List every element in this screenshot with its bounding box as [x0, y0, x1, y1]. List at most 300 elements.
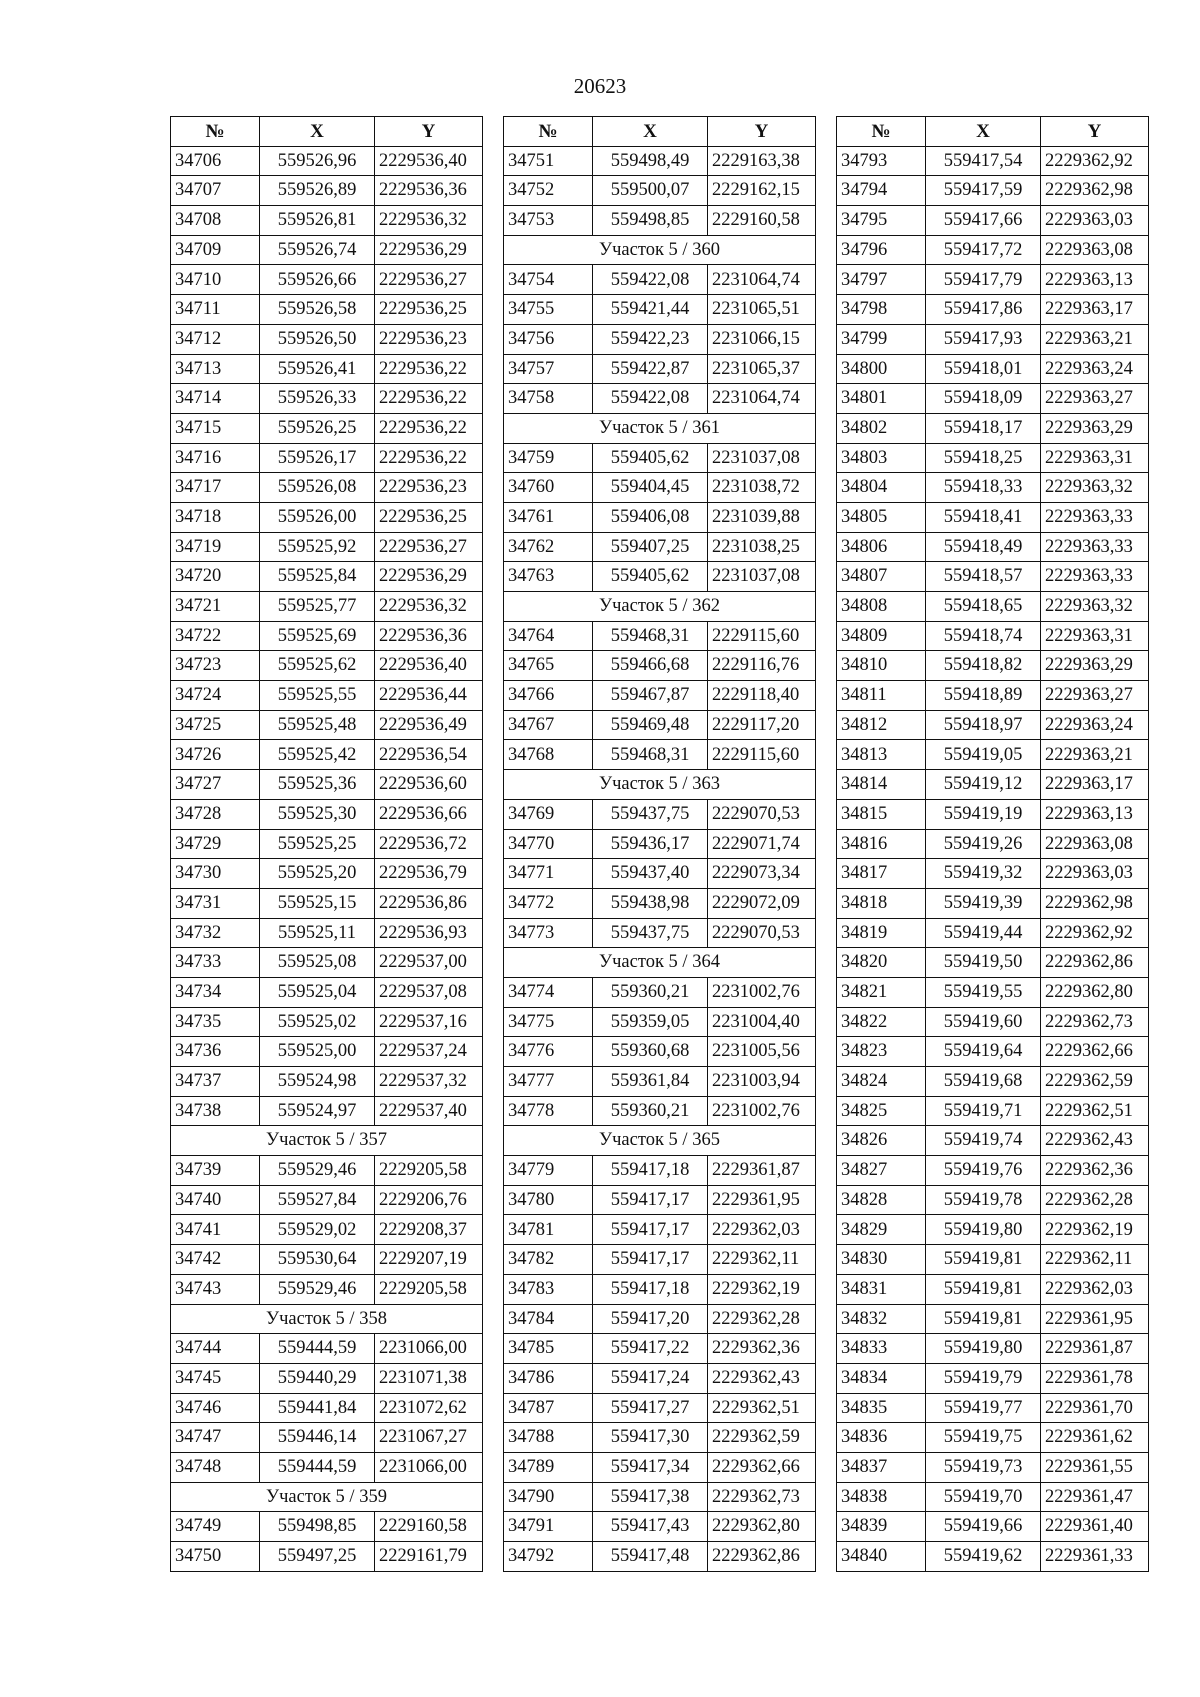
x-coordinate-cell: 559437,75 — [593, 799, 708, 829]
y-coordinate-cell: 2229163,38 — [708, 146, 816, 176]
point-number-cell: 34784 — [504, 1304, 593, 1334]
y-coordinate-cell: 2229363,13 — [1041, 265, 1149, 295]
table-row — [504, 384, 816, 414]
table-row — [837, 1363, 1149, 1393]
x-coordinate-cell: 559419,79 — [926, 1363, 1041, 1393]
point-number-cell: 34714 — [171, 384, 260, 414]
y-coordinate-cell: 2229536,22 — [375, 354, 483, 384]
table-row — [837, 621, 1149, 651]
point-number-cell: 34811 — [837, 681, 926, 711]
point-number-cell: 34751 — [504, 146, 593, 176]
table-row — [504, 1304, 816, 1334]
x-coordinate-cell: 559436,17 — [593, 829, 708, 859]
x-coordinate-cell: 559525,20 — [260, 859, 375, 889]
table-row — [837, 562, 1149, 592]
page-number: 20623 — [573, 74, 627, 98]
table-row — [504, 1393, 816, 1423]
table-row — [171, 235, 483, 265]
table-row — [504, 443, 816, 473]
x-coordinate-cell: 559419,81 — [926, 1304, 1041, 1334]
x-coordinate-cell: 559419,81 — [926, 1245, 1041, 1275]
table-row — [837, 859, 1149, 889]
point-number-cell: 34809 — [837, 621, 926, 651]
y-coordinate-cell: 2229536,40 — [375, 651, 483, 681]
y-coordinate-cell: 2229362,03 — [708, 1215, 816, 1245]
x-coordinate-cell: 559417,43 — [593, 1512, 708, 1542]
table-row — [504, 799, 816, 829]
y-coordinate-cell: 2231066,15 — [708, 324, 816, 354]
x-coordinate-cell: 559419,70 — [926, 1482, 1041, 1512]
x-coordinate-cell: 559525,55 — [260, 681, 375, 711]
point-number-cell: 34770 — [504, 829, 593, 859]
y-coordinate-cell: 2229536,49 — [375, 710, 483, 740]
x-coordinate-cell: 559525,42 — [260, 740, 375, 770]
x-coordinate-cell: 559361,84 — [593, 1067, 708, 1097]
table-row — [837, 977, 1149, 1007]
x-coordinate-cell: 559419,75 — [926, 1423, 1041, 1453]
y-coordinate-cell: 2229362,59 — [708, 1423, 816, 1453]
table-row — [504, 1274, 816, 1304]
point-number-cell: 34808 — [837, 592, 926, 622]
x-coordinate-cell: 559406,08 — [593, 502, 708, 532]
table-row — [504, 681, 816, 711]
table-row — [504, 1363, 816, 1393]
x-coordinate-cell: 559422,08 — [593, 384, 708, 414]
point-number-cell: 34726 — [171, 740, 260, 770]
table-row — [837, 413, 1149, 443]
table-row — [504, 977, 816, 1007]
x-coordinate-cell: 559417,59 — [926, 176, 1041, 206]
y-coordinate-cell: 2229207,19 — [375, 1245, 483, 1275]
y-coordinate-cell: 2229536,32 — [375, 592, 483, 622]
y-coordinate-cell: 2229536,23 — [375, 324, 483, 354]
point-number-cell: 34835 — [837, 1393, 926, 1423]
table-row — [837, 740, 1149, 770]
x-coordinate-cell: 559417,17 — [593, 1245, 708, 1275]
y-coordinate-cell: 2229363,32 — [1041, 473, 1149, 503]
y-coordinate-cell: 2229363,08 — [1041, 235, 1149, 265]
point-number-cell: 34838 — [837, 1482, 926, 1512]
x-coordinate-cell: 559417,18 — [593, 1156, 708, 1186]
header-row — [504, 117, 816, 147]
table-row — [504, 146, 816, 176]
table-row — [837, 1245, 1149, 1275]
table-row — [837, 1185, 1149, 1215]
table-row — [837, 1393, 1149, 1423]
x-coordinate-cell: 559498,85 — [260, 1512, 375, 1542]
y-coordinate-cell: 2229362,28 — [708, 1304, 816, 1334]
point-number-cell: 34719 — [171, 532, 260, 562]
y-coordinate-cell: 2231067,27 — [375, 1423, 483, 1453]
y-coordinate-cell: 2229363,31 — [1041, 621, 1149, 651]
table-row — [504, 265, 816, 295]
y-coordinate-cell: 2229362,92 — [1041, 918, 1149, 948]
point-number-cell: 34812 — [837, 710, 926, 740]
y-coordinate-cell: 2229363,31 — [1041, 443, 1149, 473]
x-coordinate-cell: 559525,84 — [260, 562, 375, 592]
x-coordinate-cell: 559418,49 — [926, 532, 1041, 562]
table-row — [837, 1423, 1149, 1453]
y-coordinate-cell: 2229361,55 — [1041, 1452, 1149, 1482]
point-number-cell: 34749 — [171, 1512, 260, 1542]
point-number-cell: 34773 — [504, 918, 593, 948]
point-number-cell: 34774 — [504, 977, 593, 1007]
point-number-cell: 34793 — [837, 146, 926, 176]
x-coordinate-cell: 559419,71 — [926, 1096, 1041, 1126]
x-coordinate-cell: 559419,80 — [926, 1215, 1041, 1245]
x-coordinate-cell: 559530,64 — [260, 1245, 375, 1275]
y-coordinate-cell: 2229362,11 — [1041, 1245, 1149, 1275]
x-coordinate-cell: 559444,59 — [260, 1452, 375, 1482]
table-row — [171, 799, 483, 829]
x-coordinate-cell: 559417,86 — [926, 295, 1041, 325]
y-coordinate-cell: 2229361,95 — [708, 1185, 816, 1215]
x-coordinate-cell: 559498,49 — [593, 146, 708, 176]
table-row — [837, 1126, 1149, 1156]
table-row — [171, 1334, 483, 1364]
x-coordinate-cell: 559437,40 — [593, 859, 708, 889]
coordinates-table-2 — [503, 116, 816, 1572]
table-row — [171, 176, 483, 206]
y-coordinate-cell: 2229115,60 — [708, 740, 816, 770]
table-row — [504, 1007, 816, 1037]
x-coordinate-cell: 559418,65 — [926, 592, 1041, 622]
header-y: Y — [708, 117, 816, 147]
x-coordinate-cell: 559526,41 — [260, 354, 375, 384]
y-coordinate-cell: 2229362,43 — [708, 1363, 816, 1393]
table-row — [504, 1037, 816, 1067]
x-coordinate-cell: 559419,19 — [926, 799, 1041, 829]
point-number-cell: 34775 — [504, 1007, 593, 1037]
x-coordinate-cell: 559419,66 — [926, 1512, 1041, 1542]
table-body — [171, 146, 483, 1571]
x-coordinate-cell: 559419,74 — [926, 1126, 1041, 1156]
x-coordinate-cell: 559468,31 — [593, 621, 708, 651]
table-row — [837, 532, 1149, 562]
y-coordinate-cell: 2229363,24 — [1041, 710, 1149, 740]
coordinates-table-1 — [170, 116, 483, 1572]
y-coordinate-cell: 2229363,29 — [1041, 413, 1149, 443]
point-number-cell: 34822 — [837, 1007, 926, 1037]
y-coordinate-cell: 2229537,08 — [375, 977, 483, 1007]
y-coordinate-cell: 2229361,87 — [708, 1156, 816, 1186]
x-coordinate-cell: 559500,07 — [593, 176, 708, 206]
y-coordinate-cell: 2231002,76 — [708, 1096, 816, 1126]
point-number-cell: 34734 — [171, 977, 260, 1007]
section-label: Участок 5 / 363 — [504, 770, 816, 800]
x-coordinate-cell: 559525,77 — [260, 592, 375, 622]
table-row — [171, 1363, 483, 1393]
y-coordinate-cell: 2231037,08 — [708, 443, 816, 473]
y-coordinate-cell: 2229537,40 — [375, 1096, 483, 1126]
y-coordinate-cell: 2229118,40 — [708, 681, 816, 711]
y-coordinate-cell: 2229362,73 — [708, 1482, 816, 1512]
table-row — [171, 532, 483, 562]
point-number-cell: 34745 — [171, 1363, 260, 1393]
table-row — [171, 888, 483, 918]
y-coordinate-cell: 2229363,03 — [1041, 206, 1149, 236]
table-row — [504, 1423, 816, 1453]
table-row — [171, 740, 483, 770]
point-number-cell: 34795 — [837, 206, 926, 236]
y-coordinate-cell: 2229363,33 — [1041, 532, 1149, 562]
y-coordinate-cell: 2229116,76 — [708, 651, 816, 681]
point-number-cell: 34794 — [837, 176, 926, 206]
y-coordinate-cell: 2229363,33 — [1041, 562, 1149, 592]
y-coordinate-cell: 2229361,95 — [1041, 1304, 1149, 1334]
y-coordinate-cell: 2229363,17 — [1041, 770, 1149, 800]
section-row — [504, 948, 816, 978]
x-coordinate-cell: 559418,17 — [926, 413, 1041, 443]
header-number: № — [504, 117, 593, 147]
x-coordinate-cell: 559525,15 — [260, 888, 375, 918]
header-row — [171, 117, 483, 147]
table-row — [171, 413, 483, 443]
section-row — [504, 1126, 816, 1156]
y-coordinate-cell: 2231004,40 — [708, 1007, 816, 1037]
y-coordinate-cell: 2231064,74 — [708, 265, 816, 295]
section-row — [504, 770, 816, 800]
table-row — [504, 324, 816, 354]
x-coordinate-cell: 559446,14 — [260, 1423, 375, 1453]
point-number-cell: 34722 — [171, 621, 260, 651]
table-row — [171, 265, 483, 295]
table-row — [171, 859, 483, 889]
y-coordinate-cell: 2231003,94 — [708, 1067, 816, 1097]
point-number-cell: 34744 — [171, 1334, 260, 1364]
y-coordinate-cell: 2231065,51 — [708, 295, 816, 325]
table-body — [504, 146, 816, 1571]
x-coordinate-cell: 559419,39 — [926, 888, 1041, 918]
table-row — [171, 1067, 483, 1097]
x-coordinate-cell: 559419,73 — [926, 1452, 1041, 1482]
x-coordinate-cell: 559417,72 — [926, 235, 1041, 265]
table-row — [171, 829, 483, 859]
y-coordinate-cell: 2229070,53 — [708, 918, 816, 948]
section-row — [504, 235, 816, 265]
table-row — [837, 235, 1149, 265]
point-number-cell: 34776 — [504, 1037, 593, 1067]
section-label: Участок 5 / 359 — [171, 1482, 483, 1512]
table-row — [504, 710, 816, 740]
section-row — [504, 592, 816, 622]
point-number-cell: 34738 — [171, 1096, 260, 1126]
y-coordinate-cell: 2229362,03 — [1041, 1274, 1149, 1304]
table-row — [504, 532, 816, 562]
table-row — [171, 621, 483, 651]
x-coordinate-cell: 559524,97 — [260, 1096, 375, 1126]
x-coordinate-cell: 559417,20 — [593, 1304, 708, 1334]
y-coordinate-cell: 2231039,88 — [708, 502, 816, 532]
header-y: Y — [375, 117, 483, 147]
y-coordinate-cell: 2229362,19 — [1041, 1215, 1149, 1245]
y-coordinate-cell: 2229362,59 — [1041, 1067, 1149, 1097]
y-coordinate-cell: 2229363,29 — [1041, 651, 1149, 681]
point-number-cell: 34759 — [504, 443, 593, 473]
point-number-cell: 34743 — [171, 1274, 260, 1304]
point-number-cell: 34827 — [837, 1156, 926, 1186]
table-row — [837, 265, 1149, 295]
point-number-cell: 34717 — [171, 473, 260, 503]
y-coordinate-cell: 2229536,60 — [375, 770, 483, 800]
point-number-cell: 34802 — [837, 413, 926, 443]
x-coordinate-cell: 559526,81 — [260, 206, 375, 236]
x-coordinate-cell: 559418,25 — [926, 443, 1041, 473]
x-coordinate-cell: 559526,00 — [260, 502, 375, 532]
header-number: № — [837, 117, 926, 147]
point-number-cell: 34753 — [504, 206, 593, 236]
point-number-cell: 34832 — [837, 1304, 926, 1334]
table-row — [171, 443, 483, 473]
header-row — [837, 117, 1149, 147]
point-number-cell: 34725 — [171, 710, 260, 740]
x-coordinate-cell: 559418,41 — [926, 502, 1041, 532]
point-number-cell: 34830 — [837, 1245, 926, 1275]
point-number-cell: 34805 — [837, 502, 926, 532]
table-row — [837, 799, 1149, 829]
point-number-cell: 34736 — [171, 1037, 260, 1067]
table-row — [171, 1185, 483, 1215]
point-number-cell: 34821 — [837, 977, 926, 1007]
point-number-cell: 34766 — [504, 681, 593, 711]
table-row — [504, 1096, 816, 1126]
point-number-cell: 34833 — [837, 1334, 926, 1364]
y-coordinate-cell: 2229537,00 — [375, 948, 483, 978]
y-coordinate-cell: 2231038,25 — [708, 532, 816, 562]
point-number-cell: 34737 — [171, 1067, 260, 1097]
y-coordinate-cell: 2229161,79 — [375, 1542, 483, 1572]
table-row — [837, 354, 1149, 384]
y-coordinate-cell: 2229115,60 — [708, 621, 816, 651]
table-row — [504, 651, 816, 681]
x-coordinate-cell: 559525,92 — [260, 532, 375, 562]
point-number-cell: 34769 — [504, 799, 593, 829]
x-coordinate-cell: 559419,44 — [926, 918, 1041, 948]
table-row — [504, 295, 816, 325]
point-number-cell: 34762 — [504, 532, 593, 562]
y-coordinate-cell: 2229363,17 — [1041, 295, 1149, 325]
x-coordinate-cell: 559525,11 — [260, 918, 375, 948]
point-number-cell: 34712 — [171, 324, 260, 354]
y-coordinate-cell: 2229362,86 — [708, 1542, 816, 1572]
y-coordinate-cell: 2229363,24 — [1041, 354, 1149, 384]
x-coordinate-cell: 559444,59 — [260, 1334, 375, 1364]
table-row — [171, 206, 483, 236]
x-coordinate-cell: 559438,98 — [593, 888, 708, 918]
point-number-cell: 34806 — [837, 532, 926, 562]
y-coordinate-cell: 2229362,66 — [1041, 1037, 1149, 1067]
x-coordinate-cell: 559417,48 — [593, 1542, 708, 1572]
x-coordinate-cell: 559419,26 — [926, 829, 1041, 859]
coordinates-table-3 — [836, 116, 1149, 1572]
point-number-cell: 34709 — [171, 235, 260, 265]
table-body — [837, 146, 1149, 1571]
section-row — [171, 1126, 483, 1156]
table-row — [171, 562, 483, 592]
x-coordinate-cell: 559419,32 — [926, 859, 1041, 889]
table-row — [837, 1452, 1149, 1482]
table-row — [171, 1452, 483, 1482]
section-label: Участок 5 / 357 — [171, 1126, 483, 1156]
y-coordinate-cell: 2229536,40 — [375, 146, 483, 176]
x-coordinate-cell: 559422,87 — [593, 354, 708, 384]
y-coordinate-cell: 2229361,70 — [1041, 1393, 1149, 1423]
table-row — [837, 1067, 1149, 1097]
point-number-cell: 34818 — [837, 888, 926, 918]
point-number-cell: 34724 — [171, 681, 260, 711]
table-row — [837, 146, 1149, 176]
point-number-cell: 34798 — [837, 295, 926, 325]
x-coordinate-cell: 559419,64 — [926, 1037, 1041, 1067]
x-coordinate-cell: 559441,84 — [260, 1393, 375, 1423]
x-coordinate-cell: 559417,22 — [593, 1334, 708, 1364]
y-coordinate-cell: 2229536,25 — [375, 295, 483, 325]
y-coordinate-cell: 2229117,20 — [708, 710, 816, 740]
point-number-cell: 34765 — [504, 651, 593, 681]
point-number-cell: 34782 — [504, 1245, 593, 1275]
x-coordinate-cell: 559418,57 — [926, 562, 1041, 592]
point-number-cell: 34739 — [171, 1156, 260, 1186]
table-row — [504, 1512, 816, 1542]
y-coordinate-cell: 2229536,29 — [375, 235, 483, 265]
point-number-cell: 34816 — [837, 829, 926, 859]
y-coordinate-cell: 2229362,43 — [1041, 1126, 1149, 1156]
x-coordinate-cell: 559360,68 — [593, 1037, 708, 1067]
table-row — [504, 1542, 816, 1572]
y-coordinate-cell: 2229536,93 — [375, 918, 483, 948]
table-row — [837, 592, 1149, 622]
point-number-cell: 34837 — [837, 1452, 926, 1482]
y-coordinate-cell: 2231037,08 — [708, 562, 816, 592]
table-row — [171, 1542, 483, 1572]
x-coordinate-cell: 559417,66 — [926, 206, 1041, 236]
point-number-cell: 34732 — [171, 918, 260, 948]
x-coordinate-cell: 559524,98 — [260, 1067, 375, 1097]
point-number-cell: 34740 — [171, 1185, 260, 1215]
y-coordinate-cell: 2229208,37 — [375, 1215, 483, 1245]
x-coordinate-cell: 559418,33 — [926, 473, 1041, 503]
x-coordinate-cell: 559422,08 — [593, 265, 708, 295]
y-coordinate-cell: 2229070,53 — [708, 799, 816, 829]
point-number-cell: 34834 — [837, 1363, 926, 1393]
table-row — [504, 859, 816, 889]
point-number-cell: 34839 — [837, 1512, 926, 1542]
table-row — [171, 146, 483, 176]
y-coordinate-cell: 2229363,32 — [1041, 592, 1149, 622]
x-coordinate-cell: 559526,08 — [260, 473, 375, 503]
point-number-cell: 34826 — [837, 1126, 926, 1156]
x-coordinate-cell: 559467,87 — [593, 681, 708, 711]
y-coordinate-cell: 2231071,38 — [375, 1363, 483, 1393]
table-row — [837, 1096, 1149, 1126]
point-number-cell: 34820 — [837, 948, 926, 978]
x-coordinate-cell: 559525,36 — [260, 770, 375, 800]
table-row — [171, 1007, 483, 1037]
point-number-cell: 34763 — [504, 562, 593, 592]
y-coordinate-cell: 2229363,13 — [1041, 799, 1149, 829]
y-coordinate-cell: 2229362,98 — [1041, 888, 1149, 918]
y-coordinate-cell: 2229205,58 — [375, 1156, 483, 1186]
table-row — [171, 324, 483, 354]
x-coordinate-cell: 559417,18 — [593, 1274, 708, 1304]
point-number-cell: 34780 — [504, 1185, 593, 1215]
y-coordinate-cell: 2229536,27 — [375, 532, 483, 562]
table-row — [837, 1037, 1149, 1067]
table-row — [837, 1215, 1149, 1245]
point-number-cell: 34747 — [171, 1423, 260, 1453]
table-row — [171, 651, 483, 681]
point-number-cell: 34787 — [504, 1393, 593, 1423]
